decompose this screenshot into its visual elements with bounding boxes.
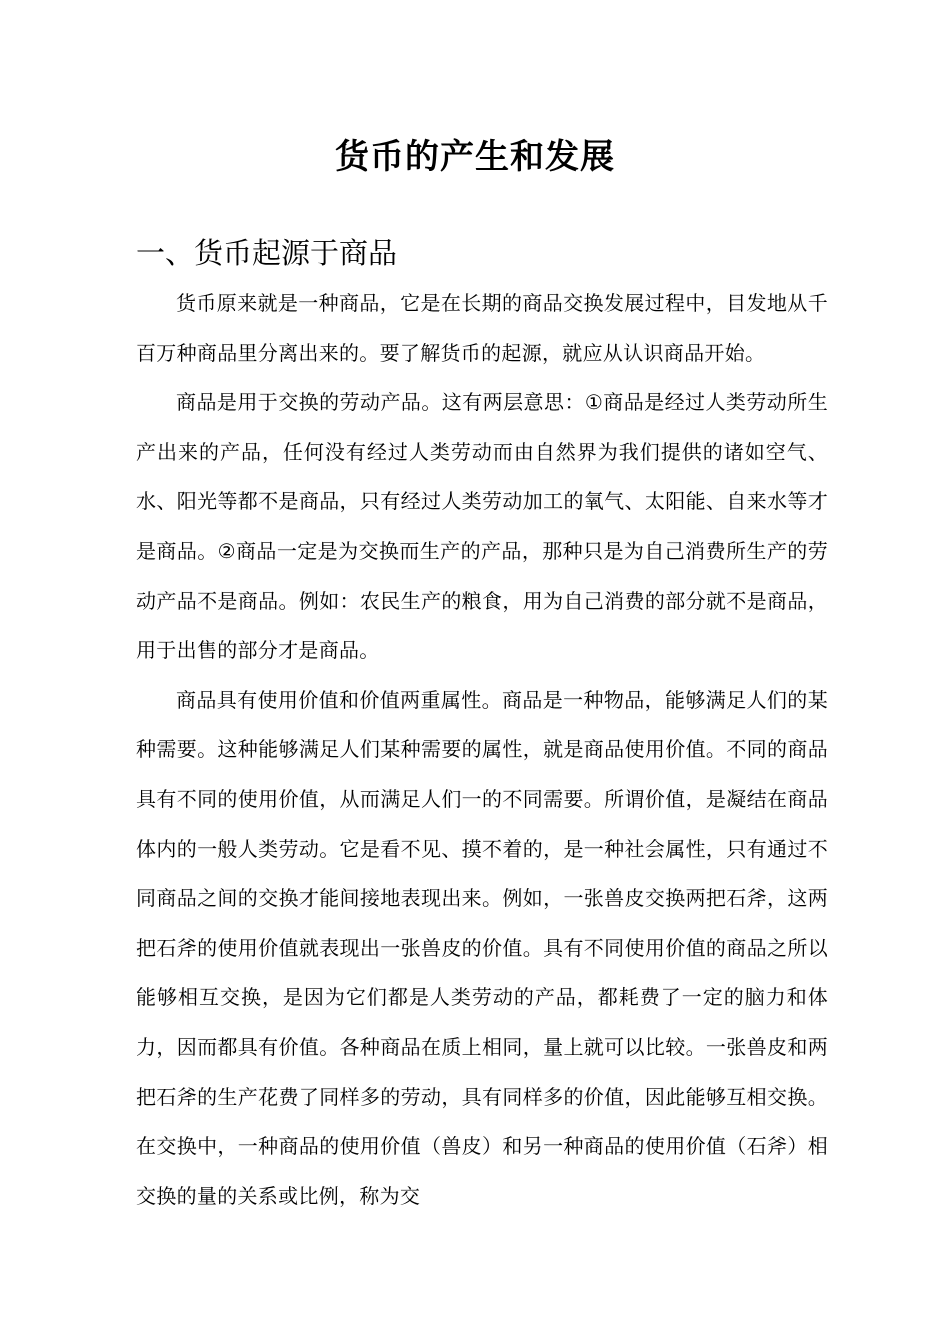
paragraph-3: 商品具有使用价值和价值两重属性。商品是一种物品，能够满足人们的某种需要。这种能够满足人们某种需要的属性，就是商品使用价值。不同的商品具有不同的使用价值，从而满足人们一的不同需要。所谓价值，是凝结在商品体内的一般人类劳动。它是看不见、摸不着的，是一种社会属性，只有通过不同商品之间的交换才能间接地表现出来。例如，一张兽皮交换两把石斧，这两把石斧的使用价值就表现出一张兽皮的价值。具有不同使用价值的商品之所以能够相互交换，是因为它们都是人类劳动的产品，都耗费了一定的脑力和体力，因而都具有价值。各种商品在质上相同，量上就可以比较。一张兽皮和两把石斧的生产花费了同样多的劳动，具有同样多的价值，因此能够互相交换。在交换中，一种商品的使用价值（兽皮）和另一种商品的使用价值（石斧）相交换的量的关系或比例，称为交	[136, 687, 828, 1208]
body-text	[136, 279, 828, 1221]
paragraph-1: 货币原来就是一种商品，它是在长期的商品交换发展过程中，目发地从千百万种商品里分离出来的。要了解货币的起源，就应从认识商品开始。	[136, 291, 828, 365]
paragraph-2: 商品是用于交换的劳动产品。这有两层意思：①商品是经过人类劳动所生产出来的产品，任何没有经过人类劳动而由自然界为我们提供的诸如空气、水、阳光等都不是商品，只有经过人类劳动加工的氧气、太阳能、自来水等才是商品。②商品一定是为交换而生产的产品，那种只是为自己消费所生产的劳动产品不是商品。例如：农民生产的粮食，用为自己消费的部分就不是商品，用于出售的部分才是商品。	[136, 390, 828, 663]
document-title: 货币的产生和发展	[335, 137, 615, 177]
section-heading: 一、货币起源于商品	[136, 236, 398, 270]
